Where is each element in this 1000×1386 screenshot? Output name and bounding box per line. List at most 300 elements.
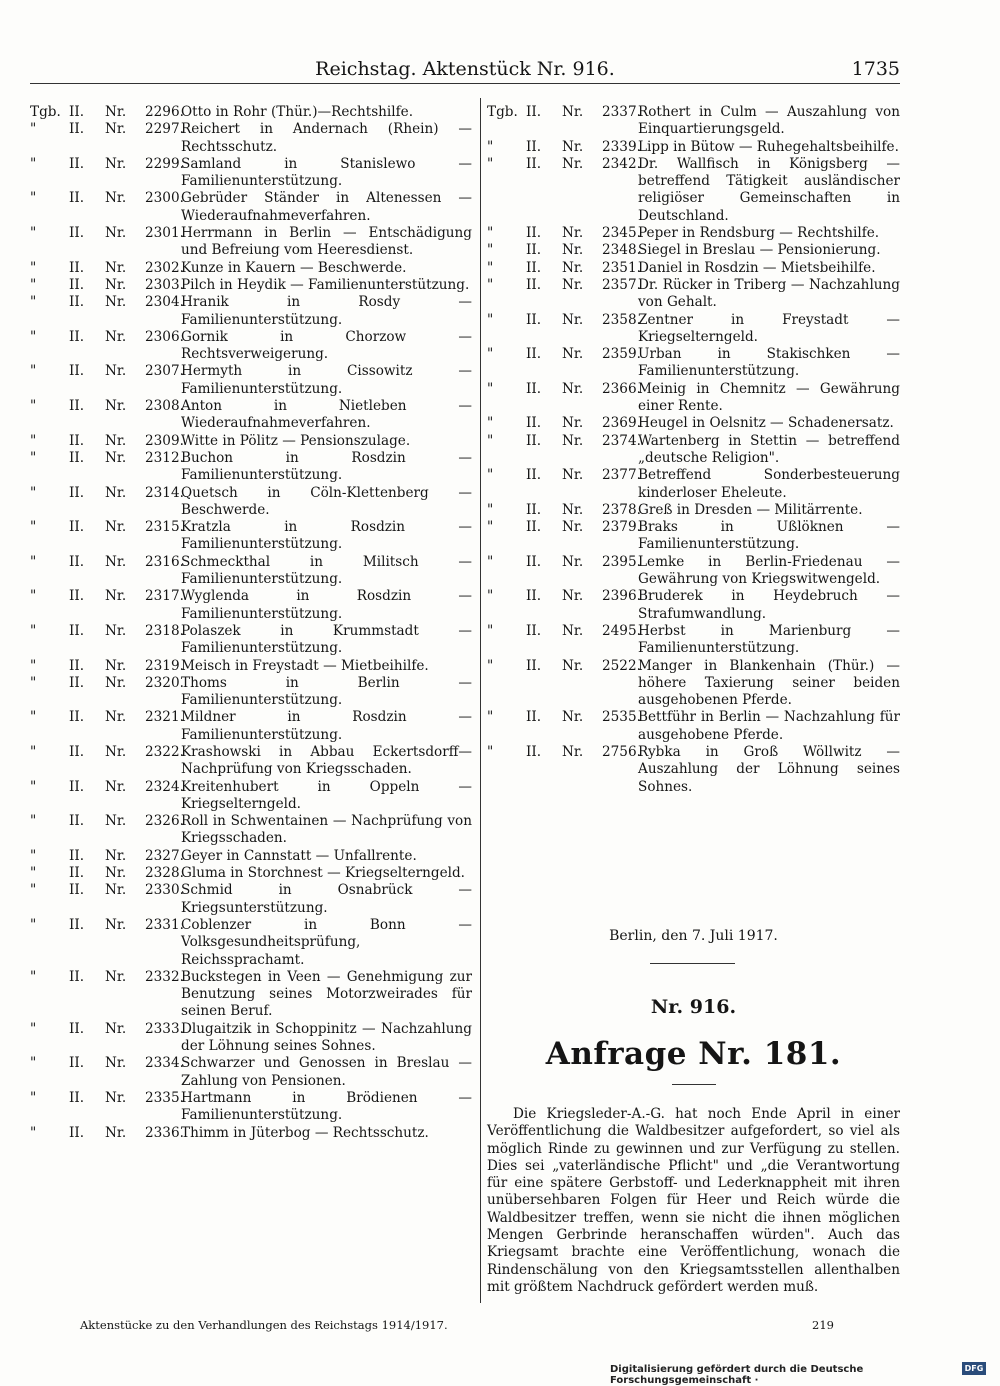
entry-series: II.: [526, 501, 542, 518]
entry-series: II.: [69, 1089, 85, 1106]
entry-nr-label: Nr.: [105, 1020, 127, 1037]
entry-row: [30, 917, 472, 969]
entry-nr-label: Nr.: [562, 311, 584, 328]
entry-row: [30, 813, 472, 848]
digitization-credit: Digitalisierung gefördert durch die Deutsche Forschungsgemeinschaft ·: [610, 1364, 864, 1386]
entry-nr-label: Nr.: [105, 778, 127, 795]
entry-row: [30, 588, 472, 623]
entry-text: Heugel in Oelsnitz — Schadenersatz.: [638, 415, 894, 432]
entry-text: Dr. Wallfisch in Königsberg — betreffend Tätigkeit ausländischer religiöser Gemeinschaften in Deutschland.: [638, 155, 900, 224]
entry-text: Gornik in Chorzow — Rechtsverweigerung.: [181, 328, 472, 363]
entry-tgb: ": [487, 519, 494, 536]
entry-tgb: ": [30, 968, 37, 985]
separator-rule: [650, 963, 735, 964]
entry-text: Kunze in Kauern — Beschwerde.: [181, 259, 407, 276]
entry-text: Dr. Rücker in Triberg — Nachzahlung von Gehalt.: [638, 276, 900, 311]
entry-row: [487, 623, 900, 658]
entry-text: Kratzla in Rosdzin — Familienunterstützung.: [181, 519, 472, 553]
entry-tgb: ": [30, 519, 37, 536]
entry-number: 2332.: [145, 968, 184, 985]
entry-series: II.: [526, 311, 542, 328]
entry-series: II.: [69, 484, 85, 501]
entry-tgb: ": [30, 328, 37, 345]
entry-number: 2756.: [602, 743, 641, 760]
entry-tgb: ": [487, 743, 494, 760]
title-rule: [672, 1084, 716, 1085]
entry-nr-label: Nr.: [105, 104, 127, 120]
entry-text: Hermyth in Cissowitz — Familienunterstützung.: [181, 363, 472, 397]
entry-text: Wartenberg in Stettin — betreffend „deutsche Religion".: [638, 432, 900, 466]
entry-nr-label: Nr.: [105, 657, 127, 674]
inquiry-body: Die Kriegsleder-A.-G. hat noch Ende April in einer Veröffentlichung die Waldbesitzer aufgefordert, so viel als möglich Rinde zu gewinnen und zur Verfügung zu stellen. Dies sei „vaterländische Pflicht" und „die Verantwortung für eine spätere Gerbstoff- und Lederknappheit mit ihren unübersehbaren Folgen für Heer und Reich würde die Waldbesitzer treffen, wenn sie nicht die ihnen möglichen Mengen Gerbrinde heranschaffen würden". Auch das Kriegsamt brachte eine Veröffentlichung, wonach die Rindenschälung von den Kriegsamtsstellen allenthalben mit größtem Nachdruck gefördert werden muß.: [487, 1106, 900, 1295]
entry-series: II.: [69, 155, 85, 172]
entry-text: Schmeckthal in Militsch — Familienunterstützung.: [181, 553, 472, 588]
entry-nr-label: Nr.: [105, 1124, 127, 1141]
entry-text: Peper in Rendsburg — Rechtshilfe.: [638, 225, 880, 242]
entry-row: [487, 312, 900, 347]
entry-nr-label: Nr.: [105, 968, 127, 985]
entry-tgb: ": [487, 155, 494, 172]
entry-series: II.: [69, 743, 85, 760]
entry-number: 2330.: [145, 882, 184, 899]
entry-number: 2379.: [602, 519, 641, 536]
entry-number: 2317.: [145, 588, 184, 605]
entry-row: [30, 554, 472, 589]
entry-series: II.: [69, 657, 85, 674]
entry-nr-label: Nr.: [562, 415, 584, 432]
entry-nr-label: Nr.: [562, 657, 584, 674]
entry-number: 2301.: [145, 225, 184, 242]
entry-tgb: ": [487, 501, 494, 518]
entry-number: 2495.: [602, 622, 641, 639]
entry-number: 2331.: [145, 916, 184, 933]
entry-tgb: ": [487, 588, 494, 605]
document-number-heading: Nr. 916.: [650, 996, 737, 1018]
entry-text: Bettführ in Berlin — Nachzahlung für ausgehobene Pferde.: [638, 709, 900, 743]
page-number: 1735: [851, 58, 900, 80]
entry-text: Anton in Nietleben — Wiederaufnahmeverfahren.: [181, 398, 472, 432]
entry-row: [487, 554, 900, 589]
entry-series: II.: [69, 276, 85, 293]
entry-tgb: ": [30, 276, 37, 293]
entry-nr-label: Nr.: [105, 847, 127, 864]
entry-tgb: Tgb.: [30, 104, 61, 120]
entry-text: Buckstegen in Veen — Genehmigung zur Benutzung seines Motorzweirades für seinen Beruf.: [181, 968, 472, 1020]
entry-row: [30, 1021, 472, 1056]
entry-text: Roll in Schwentainen — Nachprüfung von Kriegsschaden.: [181, 813, 472, 847]
entry-text: Samland in Stanislewo — Familienunterstützung.: [181, 155, 472, 190]
entry-text: Polaszek in Krummstadt — Familienunterstützung.: [181, 622, 472, 657]
footer-source: Aktenstücke zu den Verhandlungen des Reichstags 1914/1917.: [80, 1318, 448, 1332]
entry-series: II.: [69, 847, 85, 864]
entry-row: [487, 415, 900, 432]
entry-series: II.: [69, 1124, 85, 1141]
entry-row: [30, 329, 472, 364]
entry-text: Rybka in Groß Wöllwitz — Auszahlung der Löhnung seines Sohnes.: [638, 743, 900, 795]
entry-nr-label: Nr.: [562, 622, 584, 639]
entry-number: 2348.: [602, 242, 641, 259]
entry-nr-label: Nr.: [105, 743, 127, 760]
entry-series: II.: [526, 138, 542, 155]
entry-text: Herrmann in Berlin — Entschädigung und Befreiung vom Heeresdienst.: [181, 225, 472, 259]
entry-text: Quetsch in Cöln-Klettenberg — Beschwerde.: [181, 484, 472, 518]
entry-row: [30, 623, 472, 658]
entry-number: 2359.: [602, 346, 641, 363]
entry-tgb: ": [30, 1089, 37, 1106]
entry-number: 2326.: [145, 813, 184, 830]
entry-row: [487, 346, 900, 381]
entry-series: II.: [69, 1055, 85, 1072]
entry-number: 2369.: [602, 415, 641, 432]
entry-series: II.: [69, 1020, 85, 1037]
entry-row: [30, 1090, 472, 1125]
entry-nr-label: Nr.: [562, 259, 584, 276]
entry-row: [30, 104, 472, 121]
entry-text: Gluma in Storchnest — Kriegselterngeld.: [181, 865, 465, 882]
entry-text: Pilch in Heydik — Familienunterstützung.: [181, 276, 470, 293]
entry-number: 2299.: [145, 155, 184, 172]
entry-number: 2303.: [145, 276, 184, 293]
entry-tgb: ": [487, 553, 494, 570]
entry-text: Bruderek in Heydebruch — Strafumwandlung.: [638, 588, 900, 622]
entry-nr-label: Nr.: [105, 363, 127, 380]
entry-tgb: ": [30, 1055, 37, 1072]
entry-tgb: ": [30, 398, 37, 415]
entry-row: [30, 260, 472, 277]
entry-text: Witte in Pölitz — Pensionszulage.: [181, 432, 411, 449]
entry-tgb: ": [30, 882, 37, 899]
entry-series: II.: [69, 225, 85, 242]
entry-series: II.: [526, 657, 542, 674]
entry-row: [30, 865, 472, 882]
entry-nr-label: Nr.: [105, 294, 127, 311]
entry-text: Schwarzer und Genossen in Breslau — Zahlung von Pensionen.: [181, 1055, 472, 1089]
entry-tgb: ": [487, 380, 494, 397]
entry-number: 2308.: [145, 398, 184, 415]
entry-series: II.: [69, 363, 85, 380]
entry-number: 2307.: [145, 363, 184, 380]
entry-nr-label: Nr.: [562, 743, 584, 760]
entry-row: [30, 121, 472, 156]
entry-number: 2328.: [145, 865, 184, 882]
entry-tgb: ": [487, 415, 494, 432]
left-column-entries: [30, 104, 472, 1142]
entry-series: II.: [69, 259, 85, 276]
entry-row: [487, 260, 900, 277]
entry-number: 2339.: [602, 138, 641, 155]
entry-number: 2522.: [602, 657, 641, 674]
entry-row: [30, 450, 472, 485]
entry-text: Geyer in Cannstatt — Unfallrente.: [181, 847, 417, 864]
entry-nr-label: Nr.: [562, 346, 584, 363]
entry-series: II.: [69, 398, 85, 415]
entry-text: Herbst in Marienburg — Familienunterstützung.: [638, 622, 900, 657]
entry-text: Zentner in Freystadt — Kriegselterngeld.: [638, 311, 900, 345]
entry-row: [30, 1125, 472, 1142]
entry-row: [30, 675, 472, 710]
entry-text: Braks in Ußlöknen — Familienunterstützung.: [638, 519, 900, 553]
entry-nr-label: Nr.: [562, 501, 584, 518]
entry-number: 2374.: [602, 432, 641, 449]
entry-text: Thoms in Berlin — Familienunterstützung.: [181, 674, 472, 709]
entry-nr-label: Nr.: [105, 328, 127, 345]
entry-series: II.: [69, 709, 85, 726]
entry-tgb: ": [487, 311, 494, 328]
entry-tgb: ": [487, 276, 494, 293]
entry-row: [487, 502, 900, 519]
entry-nr-label: Nr.: [105, 155, 127, 172]
entry-nr-label: Nr.: [562, 155, 584, 172]
entry-number: 2395.: [602, 553, 641, 570]
entry-tgb: ": [30, 432, 37, 449]
entry-text: Kreitenhubert in Oppeln — Kriegselterngeld.: [181, 778, 472, 812]
entry-number: 2316.: [145, 553, 184, 570]
entry-series: II.: [526, 709, 542, 726]
running-header: [30, 58, 900, 84]
entry-nr-label: Nr.: [105, 709, 127, 726]
entry-nr-label: Nr.: [562, 138, 584, 155]
entry-tgb: ": [487, 622, 494, 639]
entry-tgb: ": [487, 657, 494, 674]
entry-number: 2309.: [145, 432, 184, 449]
entry-tgb: ": [30, 847, 37, 864]
entry-tgb: ": [30, 1124, 37, 1141]
entry-row: [487, 277, 900, 312]
entry-tgb: ": [30, 484, 37, 501]
entry-text: Mildner in Rosdzin — Familienunterstützung.: [181, 709, 472, 743]
inquiry-title: Anfrage Nr. 181.: [545, 1036, 842, 1072]
entry-series: II.: [526, 588, 542, 605]
entry-row: [487, 709, 900, 744]
entry-row: [487, 519, 900, 554]
entry-series: II.: [69, 813, 85, 830]
entry-number: 2366.: [602, 380, 641, 397]
entry-series: II.: [69, 916, 85, 933]
entry-tgb: ": [487, 259, 494, 276]
entry-tgb: ": [30, 449, 37, 466]
entry-tgb: ": [30, 1020, 37, 1037]
entry-nr-label: Nr.: [105, 882, 127, 899]
entry-nr-label: Nr.: [562, 588, 584, 605]
entry-tgb: ": [30, 363, 37, 380]
entry-row: [30, 190, 472, 225]
entry-nr-label: Nr.: [105, 432, 127, 449]
entry-number: 2336.: [145, 1124, 184, 1141]
entry-row: [30, 519, 472, 554]
entry-tgb: ": [30, 778, 37, 795]
entry-number: 2351.: [602, 259, 641, 276]
entry-series: II.: [526, 467, 542, 484]
entry-tgb: Tgb.: [487, 104, 518, 120]
entry-tgb: ": [487, 709, 494, 726]
entry-number: 2322.: [145, 743, 184, 760]
entry-number: 2300.: [145, 190, 184, 207]
date-line: Berlin, den 7. Juli 1917.: [609, 928, 778, 944]
entry-tgb: ": [30, 622, 37, 639]
entry-tgb: ": [30, 916, 37, 933]
entry-nr-label: Nr.: [105, 225, 127, 242]
entry-row: [487, 588, 900, 623]
right-column-entries: [487, 104, 900, 796]
entry-series: II.: [69, 121, 85, 138]
entry-nr-label: Nr.: [562, 432, 584, 449]
entry-tgb: ": [30, 121, 37, 138]
entry-number: 2535.: [602, 709, 641, 726]
entry-series: II.: [69, 328, 85, 345]
entry-series: II.: [526, 743, 542, 760]
entry-series: II.: [69, 588, 85, 605]
entry-number: 2314.: [145, 484, 184, 501]
entry-series: II.: [526, 346, 542, 363]
entry-number: 2358.: [602, 311, 641, 328]
entry-number: 2396.: [602, 588, 641, 605]
entry-number: 2334.: [145, 1055, 184, 1072]
entry-series: II.: [69, 865, 85, 882]
entry-nr-label: Nr.: [105, 190, 127, 207]
entry-number: 2321.: [145, 709, 184, 726]
entry-series: II.: [69, 519, 85, 536]
entry-series: II.: [69, 674, 85, 691]
entry-tgb: ": [487, 242, 494, 259]
entry-nr-label: Nr.: [105, 553, 127, 570]
entry-row: [30, 744, 472, 779]
entry-series: II.: [526, 225, 542, 242]
running-title: Reichstag. Aktenstück Nr. 916.: [315, 58, 615, 80]
entry-tgb: ": [30, 225, 37, 242]
entry-nr-label: Nr.: [105, 519, 127, 536]
entry-nr-label: Nr.: [105, 916, 127, 933]
entry-series: II.: [69, 190, 85, 207]
entry-number: 2327.: [145, 847, 184, 864]
entry-number: 2357.: [602, 276, 641, 293]
entry-text: Buchon in Rosdzin — Familienunterstützung.: [181, 449, 472, 484]
entry-text: Schmid in Osnabrück — Kriegsunterstützung.: [181, 882, 472, 916]
entry-series: II.: [69, 294, 85, 311]
entry-row: [30, 1055, 472, 1090]
entry-tgb: ": [487, 138, 494, 155]
entry-tgb: ": [487, 432, 494, 449]
entry-row: [30, 882, 472, 917]
entry-row: [487, 381, 900, 416]
entry-number: 2319.: [145, 657, 184, 674]
entry-nr-label: Nr.: [105, 1089, 127, 1106]
entry-text: Betreffend Sonderbesteuerung kinderloser Eheleute.: [638, 467, 900, 501]
footer-sheet-number: 219: [812, 1318, 834, 1332]
entry-nr-label: Nr.: [562, 519, 584, 536]
entry-series: II.: [526, 104, 542, 120]
entry-number: 2312.: [145, 449, 184, 466]
entry-row: [487, 658, 900, 710]
header-rule: [30, 83, 900, 84]
entry-series: II.: [526, 622, 542, 639]
entry-row: [30, 709, 472, 744]
entry-number: 2320.: [145, 674, 184, 691]
entry-text: Dlugaitzik in Schoppinitz — Nachzahlung der Löhnung seines Sohnes.: [181, 1020, 472, 1055]
entry-row: [487, 139, 900, 156]
entry-number: 2304.: [145, 294, 184, 311]
entry-tgb: ": [30, 294, 37, 311]
entry-number: 2302.: [145, 259, 184, 276]
entry-number: 2378.: [602, 501, 641, 518]
entry-tgb: ": [30, 657, 37, 674]
entry-nr-label: Nr.: [105, 865, 127, 882]
entry-text: Krashowski in Abbau Eckertsdorff—Nachprüfung von Kriegsschaden.: [181, 743, 472, 778]
entry-row: [30, 225, 472, 260]
entry-number: 2324.: [145, 778, 184, 795]
entry-number: 2333.: [145, 1020, 184, 1037]
entry-nr-label: Nr.: [105, 813, 127, 830]
entry-number: 2306.: [145, 328, 184, 345]
entry-number: 2342.: [602, 155, 641, 172]
entry-row: [487, 104, 900, 139]
column-divider: [480, 98, 481, 1303]
entry-tgb: ": [30, 709, 37, 726]
entry-text: Siegel in Breslau — Pensionierung.: [638, 242, 881, 259]
entry-nr-label: Nr.: [105, 588, 127, 605]
entry-series: II.: [69, 622, 85, 639]
entry-series: II.: [526, 259, 542, 276]
entry-row: [30, 848, 472, 865]
entry-nr-label: Nr.: [562, 276, 584, 293]
entry-tgb: ": [30, 588, 37, 605]
entry-tgb: ": [487, 467, 494, 484]
entry-nr-label: Nr.: [562, 380, 584, 397]
entry-series: II.: [69, 778, 85, 795]
entry-text: Lipp in Bütow — Ruhegehaltsbeihilfe.: [638, 138, 899, 155]
entry-text: Lemke in Berlin-Friedenau — Gewährung von Kriegswitwengeld.: [638, 553, 900, 588]
entry-series: II.: [69, 104, 85, 120]
entry-number: 2345.: [602, 225, 641, 242]
entry-text: Meinig in Chemnitz — Gewährung einer Rente.: [638, 380, 900, 415]
entry-nr-label: Nr.: [105, 259, 127, 276]
entry-row: [30, 294, 472, 329]
entry-number: 2377.: [602, 467, 641, 484]
entry-text: Reichert in Andernach (Rhein) — Rechtsschutz.: [181, 121, 472, 155]
entry-series: II.: [69, 449, 85, 466]
entry-text: Wyglenda in Rosdzin — Familienunterstützung.: [181, 588, 472, 622]
entry-nr-label: Nr.: [105, 449, 127, 466]
entry-nr-label: Nr.: [105, 121, 127, 138]
entry-number: 2315.: [145, 519, 184, 536]
entry-nr-label: Nr.: [105, 484, 127, 501]
entry-row: [30, 969, 472, 1021]
entry-text: Otto in Rohr (Thür.)—Rechtshilfe.: [181, 104, 414, 120]
entry-nr-label: Nr.: [562, 709, 584, 726]
entry-row: [487, 225, 900, 242]
entry-row: [30, 277, 472, 294]
entry-nr-label: Nr.: [105, 276, 127, 293]
entry-row: [487, 467, 900, 502]
entry-series: II.: [526, 380, 542, 397]
entry-series: II.: [526, 553, 542, 570]
entry-number: 2337.: [602, 104, 641, 120]
entry-row: [30, 398, 472, 433]
entry-row: [487, 242, 900, 259]
entry-tgb: ": [30, 259, 37, 276]
entry-nr-label: Nr.: [562, 225, 584, 242]
entry-tgb: ": [30, 865, 37, 882]
entry-row: [487, 744, 900, 796]
entry-text: Hartmann in Brödienen — Familienunterstützung.: [181, 1089, 472, 1124]
entry-nr-label: Nr.: [105, 398, 127, 415]
entry-series: II.: [526, 155, 542, 172]
entry-number: 2297.: [145, 121, 184, 138]
entry-tgb: ": [30, 743, 37, 760]
entry-text: Greß in Dresden — Militärrente.: [638, 501, 863, 518]
entry-row: [30, 363, 472, 398]
entry-text: Rothert in Culm — Auszahlung von Einquartierungsgeld.: [638, 104, 900, 138]
entry-row: [487, 156, 900, 225]
